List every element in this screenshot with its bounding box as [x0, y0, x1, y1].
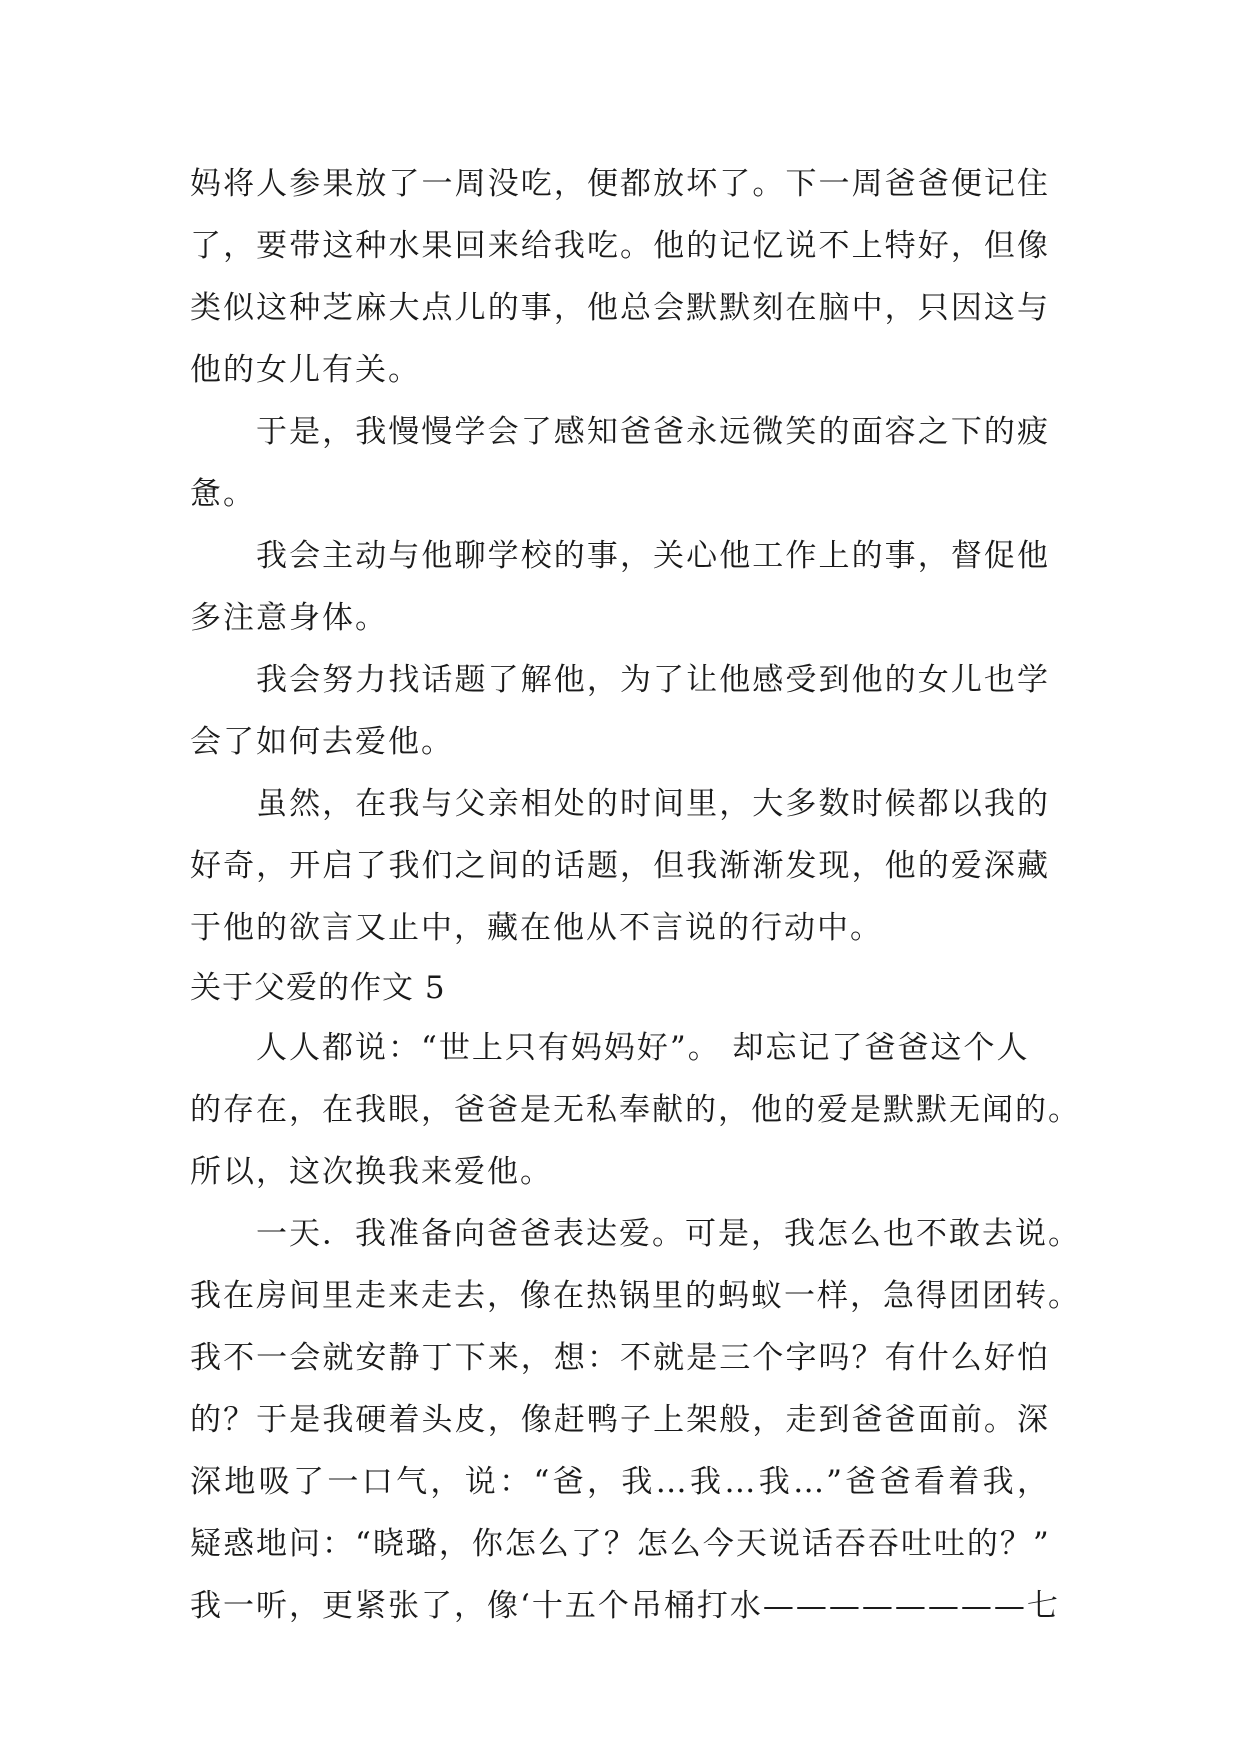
paragraph-line: 多注意身体。	[190, 600, 388, 636]
paragraph-line: 人人都说：“世上只有妈妈好”。 却忘记了爸爸这个人	[256, 1030, 1030, 1066]
paragraph-line: 我不一会就安静丁下来，想：不就是三个字吗？有什么好怕	[190, 1340, 1050, 1376]
paragraph-line: 的存在，在我眼，爸爸是无私奉献的，他的爱是默默无闻的。	[190, 1092, 1081, 1128]
paragraph-line: 好奇，开启了我们之间的话题，但我渐渐发现，他的爱深藏	[190, 848, 1050, 884]
paragraph-line: 类似这种芝麻大点儿的事，他总会默默刻在脑中，只因这与	[190, 290, 1050, 326]
paragraph-line: 所以，这次换我来爱他。	[190, 1154, 553, 1190]
paragraph-line: 疑惑地问：“晓璐，你怎么了？怎么今天说话吞吞吐吐的？”	[190, 1526, 1051, 1562]
section-heading: 关于父爱的作文 5	[190, 970, 446, 1006]
paragraph-line: 他的女儿有关。	[190, 352, 421, 388]
paragraph-line: 我一听，更紧张了，像‘十五个吊桶打水————————七	[190, 1588, 1060, 1624]
paragraph-line: 会了如何去爱他。	[190, 724, 454, 760]
paragraph-line: 我会努力找话题了解他，为了让他感受到他的女儿也学	[256, 662, 1050, 698]
paragraph-line: 的？于是我硬着头皮，像赶鸭子上架般，走到爸爸面前。深	[190, 1402, 1050, 1438]
paragraph-line: 虽然，在我与父亲相处的时间里，大多数时候都以我的	[256, 786, 1050, 822]
paragraph-line: 于是，我慢慢学会了感知爸爸永远微笑的面容之下的疲	[256, 414, 1050, 450]
paragraph-line: 我在房间里走来走去，像在热锅里的蚂蚁一样，急得团团转。	[190, 1278, 1081, 1314]
paragraph-line: 一天．我准备向爸爸表达爱。可是，我怎么也不敢去说。	[256, 1216, 1081, 1252]
paragraph-line: 妈将人参果放了一周没吃，便都放坏了。下一周爸爸便记住	[190, 166, 1050, 202]
paragraph-line: 惫。	[190, 476, 256, 512]
paragraph-line: 我会主动与他聊学校的事，关心他工作上的事，督促他	[256, 538, 1050, 574]
paragraph-line: 深地吸了一口气，说：“爸，我…我…我…”爸爸看着我，	[190, 1464, 1050, 1500]
paragraph-line: 于他的欲言又止中，藏在他从不言说的行动中。	[190, 910, 883, 946]
paragraph-line: 了，要带这种水果回来给我吃。他的记忆说不上特好，但像	[190, 228, 1050, 264]
